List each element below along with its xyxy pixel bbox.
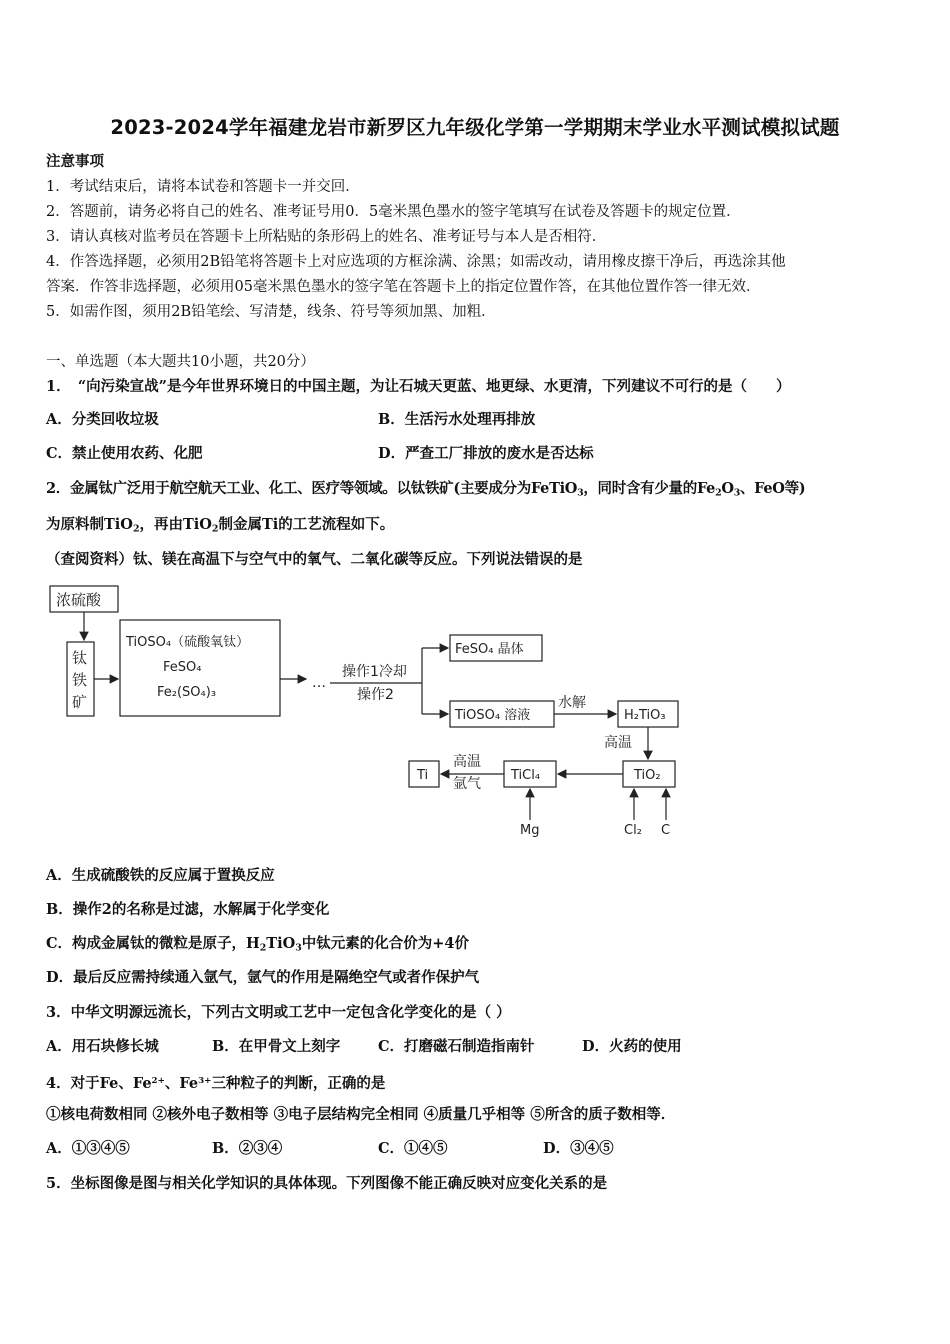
mixture-label-3: Fe₂(SO₄)₃ (157, 685, 217, 700)
question-2-stem: 2．金属钛广泛用于航空航天工业、化工、医疗等领域。以钛铁矿(主要成分为FeTiO$_3$，同时含有少量的$Fe_2O_3$、FeO等) (46, 480, 806, 499)
notice-item: 4．作答选择题，必须用2B铅笔将答题卡上对应选项的方框涂满、涂黑；如需改动，请用橡皮擦干净后，再选涂其他 (46, 254, 786, 270)
operation-1-label: 操作1冷却 (342, 664, 407, 680)
ilmenite-label-1: 钛 (72, 649, 88, 667)
question-1-stem: 1． “向污染宣战”是今年世界环境日的中国主题，为让石城天更蓝、地更绿、水更清，下列建议不可行的是（ ） (46, 378, 791, 395)
q1-option-d: D．严查工厂排放的废水是否达标 (378, 445, 594, 462)
q1-option-a: A．分类回收垃圾 (46, 411, 159, 428)
high-temp-argon-label-1: 高温 (453, 754, 481, 770)
process-flow-diagram (40, 580, 700, 842)
section-heading: 一、单选题（本大题共10小题，共20分） (46, 354, 315, 370)
page-title: 2023-2024学年福建龙岩市新罗区九年级化学第一学期期末学业水平测试模拟试题 (110, 116, 840, 139)
notice-item: 1．考试结束后，请将本试卷和答题卡一并交回． (46, 179, 360, 195)
carbon-label: C (661, 823, 671, 838)
operation-2-label: 操作2 (357, 687, 394, 703)
ellipsis-label: … (312, 675, 326, 691)
feso4-crystal-label: FeSO₄ 晶体 (455, 642, 524, 657)
q4-option-c: C．①④⑤ (378, 1140, 448, 1157)
question-5-stem: 5．坐标图像是图与相关化学知识的具体体现。下列图像不能正确反映对应变化关系的是 (46, 1175, 608, 1192)
q3-option-c: C．打磨磁石制造指南针 (378, 1038, 535, 1055)
ilmenite-label-2: 铁 (72, 671, 88, 689)
h2tio3-label: H₂TiO₃ (624, 708, 666, 723)
notice-item: 3．请认真核对监考员在答题卡上所粘贴的条形码上的姓名、准考证号与本人是否相符． (46, 229, 607, 245)
q3-option-b: B．在甲骨文上刻字 (212, 1038, 341, 1055)
mixture-label-1: TiOSO₄（硫酸氧钛） (126, 635, 250, 650)
ticl4-label: TiCl₄ (511, 768, 541, 783)
notice-item: 5．如需作图，须用2B铅笔绘、写清楚，线条、符号等须加黑、加粗． (46, 304, 496, 320)
q1-option-b: B．生活污水处理再排放 (378, 411, 536, 428)
q3-option-d: D．火药的使用 (582, 1038, 682, 1055)
notice-item: 2．答题前，请务必将自己的姓名、准考证号用0．5毫米黑色墨水的签字笔填写在试卷及答题卡的规定位置． (46, 204, 741, 220)
q2-option-d: D．最后反应需持续通入氩气，氩气的作用是隔绝空气或者作保护气 (46, 969, 480, 986)
question-4-stem: 4．对于Fe、$Fe^{2+}$、$Fe^{3+}$三种粒子的判断，正确的是 (46, 1075, 386, 1093)
high-temp-argon-label-2: 氩气 (453, 776, 481, 792)
question-4-statements: ①核电荷数相同 ②核外电子数相等 ③电子层结构完全相同 ④质量几乎相等 ⑤所含的质子数相等． (46, 1106, 676, 1123)
conc-sulfuric-acid-label: 浓硫酸 (56, 591, 102, 609)
question-3-stem: 3．中华文明源远流长，下列古文明或工艺中一定包含化学变化的是（ ） (46, 1004, 511, 1021)
q3-option-a: A．用石块修长城 (46, 1038, 159, 1055)
q4-option-d: D．③④⑤ (543, 1140, 614, 1157)
question-2-reference: （查阅资料）钛、镁在高温下与空气中的氧气、二氧化碳等反应。下列说法错误的是 (46, 551, 583, 568)
q1-option-c: C．禁止使用农药、化肥 (46, 445, 203, 462)
hydrolysis-label: 水解 (558, 695, 586, 711)
notice-item: 答案．作答非选择题，必须用05毫米黑色墨水的签字笔在答题卡上的指定位置作答，在其他位置作答一律无效． (46, 279, 761, 295)
q2-option-c: C．构成金属钛的微粒是原子，$H_2TiO_3$中钛元素的化合价为+4价 (46, 935, 470, 954)
high-temp-label: 高温 (604, 735, 632, 751)
mg-label: Mg (520, 823, 540, 838)
notice-heading: 注意事项 (46, 153, 104, 170)
q2-option-a: A．生成硫酸铁的反应属于置换反应 (46, 867, 275, 884)
cl2-label: Cl₂ (624, 823, 642, 838)
tioso4-solution-label: TiOSO₄ 溶液 (455, 708, 531, 723)
ilmenite-label-3: 矿 (72, 693, 88, 711)
mixture-label-2: FeSO₄ (163, 660, 202, 675)
tio2-label: TiO₂ (634, 768, 661, 783)
q4-option-b: B．②③④ (212, 1140, 283, 1157)
question-2-stem-continued: 为原料制TiO$_2$，再由TiO$_2$制金属Ti的工艺流程如下。 (46, 516, 395, 535)
ti-label: Ti (417, 768, 429, 783)
q2-option-b: B．操作2的名称是过滤，水解属于化学变化 (46, 901, 330, 918)
q4-option-a: A．①③④⑤ (46, 1140, 130, 1157)
